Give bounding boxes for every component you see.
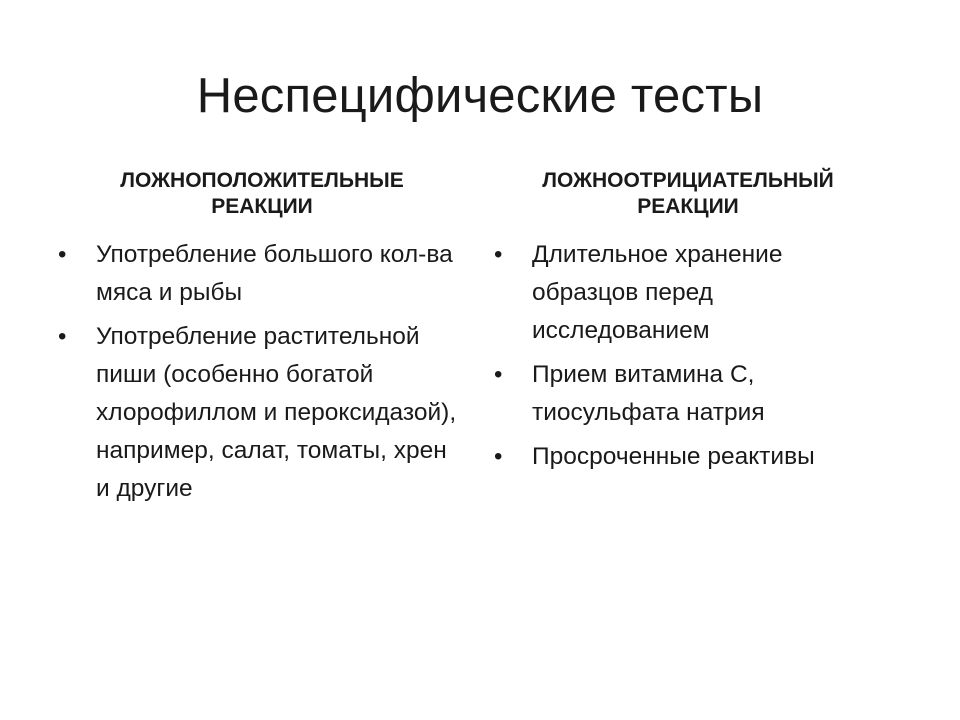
list-item-text: Длительное хранение образцов перед исследованием: [532, 241, 783, 344]
bullet-list: [488, 236, 888, 482]
bullet-icon: •: [58, 241, 67, 268]
list-item: [52, 236, 462, 312]
bullet-icon: •: [494, 241, 503, 268]
list-item-text: Просроченные реактивы: [532, 443, 815, 470]
bullet-icon: •: [494, 443, 503, 470]
bullet-icon: •: [58, 323, 67, 350]
column-heading: [488, 168, 888, 220]
column-false-positive: [52, 168, 472, 502]
column-heading: [52, 168, 472, 220]
column-heading-line: ЛОЖНОПОЛОЖИТЕЛЬНЫЕ: [120, 169, 404, 192]
list-item-text: Прием витамина С, тиосульфата натрия: [532, 361, 765, 426]
list-item: [52, 318, 462, 508]
slide-title: Неспецифические тесты: [196, 69, 764, 123]
column-heading-line: РЕАКЦИИ: [211, 195, 313, 218]
column-heading-line: ЛОЖНООТРИЦИАТЕЛЬНЫЙ: [542, 169, 834, 192]
bullet-list: [52, 236, 462, 514]
list-item: [488, 356, 888, 432]
list-item: [488, 438, 888, 476]
list-item: [488, 236, 888, 350]
bullet-icon: •: [494, 361, 503, 388]
column-heading-line: РЕАКЦИИ: [637, 195, 739, 218]
list-item-text: Употребление растительной пиши (особенно богатой хлорофиллом и пероксидазой), например, салат, томаты, хрен и другие: [96, 323, 457, 502]
list-item-text: Употребление большого кол-ва мяса и рыбы: [96, 241, 453, 306]
column-false-negative: [488, 168, 888, 470]
